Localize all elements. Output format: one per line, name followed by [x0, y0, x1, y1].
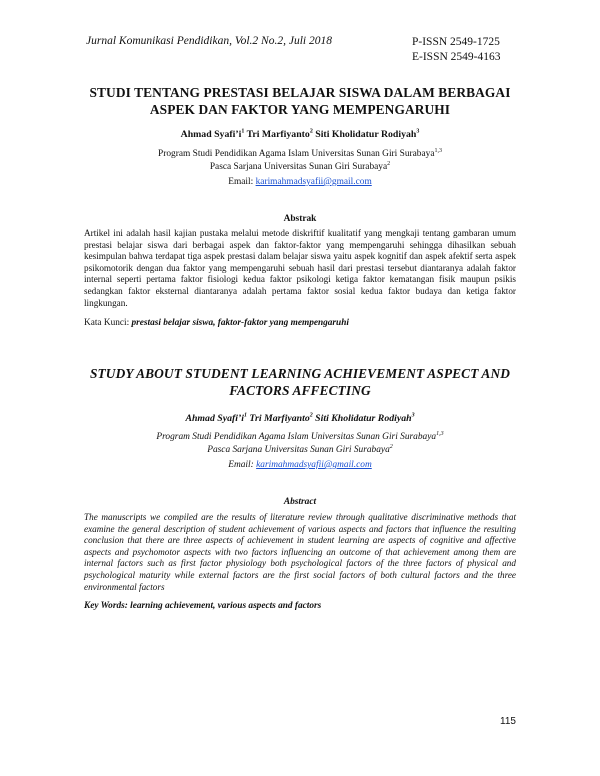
email-label: Email:	[228, 177, 256, 187]
english-title-line2: FACTORS AFFECTING	[229, 383, 371, 398]
affiliation-2: Pasca Sarjana Universitas Sunan Giri Surabaya$^2$	[209, 160, 391, 172]
email-label: Email:	[228, 460, 257, 470]
author-1: Ahmad Syafi’i	[180, 129, 242, 140]
kata-kunci-value: prestasi belajar siswa, faktor-faktor yang mempengaruhi	[131, 318, 349, 328]
kata-kunci	[84, 318, 516, 328]
abstrak-heading: Abstrak	[283, 214, 317, 224]
author-1-sup: 1	[241, 128, 245, 135]
author-2: Tri Marfiyanto	[244, 129, 310, 140]
author-3: Siti Kholidatur Rodiyah	[312, 413, 412, 424]
p-issn: P-ISSN 2549-1725	[412, 36, 500, 48]
english-email	[60, 460, 540, 470]
kata-kunci-label: Kata Kunci:	[84, 318, 132, 328]
affiliation-1: Program Studi Pendidikan Agama Islam Universitas Sunan Giri Surabaya$^{1,3}$	[156, 430, 444, 442]
english-affiliations	[60, 431, 540, 457]
indonesian-email	[60, 177, 540, 187]
email-link[interactable]: karimahmadsyafii@gmail.com	[256, 460, 372, 470]
indonesian-authors	[60, 129, 540, 140]
key-words: Key Words: learning achievement, various aspects and factors	[84, 601, 322, 611]
author-2-sup: 2	[309, 412, 313, 419]
affiliation-2: Pasca Sarjana Universitas Sunan Giri Surabaya$^2$	[207, 443, 393, 455]
author-3: Siti Kholidatur Rodiyah	[312, 129, 417, 140]
journal-header: Jurnal Komunikasi Pendidikan, Vol.2 No.2, Juli 2018	[86, 35, 332, 47]
issn-block	[412, 35, 501, 65]
abstrak-text: Artikel ini adalah hasil kajian pustaka melalui metode diskriftif kualitatif yang mengkaji tentang gambaran umum prestasi belajar siswa dari berbagai aspek dan faktor-faktor yang mempengaruhi sehingga dihasilkan sebuah kesimpulan bahwa terdapat tiga aspek prestasi dalam belajar siswa yaitu aspek kognitif dan aspek afektif serta aspek psikomotorik dengan dua faktor yang mempengaruhi sebuah hasil dari prestasi tersebut diantaranya adalah faktor internal seperti pertama faktor fisiologi kedua faktor psikologi ketiga faktor kematangan fisik maupun psikis sedangkan faktor eksternal diantaranya adalah pertama faktor sosial kedua faktor budaya dan ketiga faktor lingkungan.	[84, 228, 516, 308]
author-3-sup: 3	[411, 412, 415, 419]
author-3-sup: 3	[416, 128, 420, 135]
email-link[interactable]: karimahmadsyafii@gmail.com	[255, 177, 372, 187]
english-title	[60, 365, 540, 399]
affiliation-1: Program Studi Pendidikan Agama Islam Universitas Sunan Giri Surabaya$^{1,3}$	[157, 147, 443, 159]
author-1-sup: 1	[243, 412, 247, 419]
indonesian-title-line1: STUDI TENTANG PRESTASI BELAJAR SISWA DALAM BERBAGAI	[89, 85, 511, 100]
abstract-text: The manuscripts we compiled are the results of literature review through qualitative discriminative methods that examine the general description of student achievement of various aspects and factors that influence the resulting conclusion that there are three aspects of achievement in student learning are aspects of cognitive and affective aspects and psychomotor aspects with two factors influencing an outcome of that achievement among them are internal factors such as first factor physiology both psychological factors of the three factors of physical and psychological maturity while external factors are the first social factors of both cultural factors and the three environmental factors	[84, 512, 516, 592]
abstract-heading: Abstract	[283, 497, 317, 507]
english-title-line1: STUDY ABOUT STUDENT LEARNING ACHIEVEMENT ASPECT AND	[89, 366, 511, 381]
author-1: Ahmad Syafi’i	[185, 413, 244, 424]
author-2-sup: 2	[309, 128, 313, 135]
page-number: 115	[500, 716, 516, 727]
author-2: Tri Marfiyanto	[246, 413, 310, 424]
indonesian-affiliations	[60, 148, 540, 174]
indonesian-title-line2: ASPEK DAN FAKTOR YANG MEMPENGARUHI	[149, 102, 451, 117]
indonesian-title	[60, 84, 540, 118]
english-authors	[60, 413, 540, 424]
e-issn: E-ISSN 2549-4163	[412, 51, 501, 63]
